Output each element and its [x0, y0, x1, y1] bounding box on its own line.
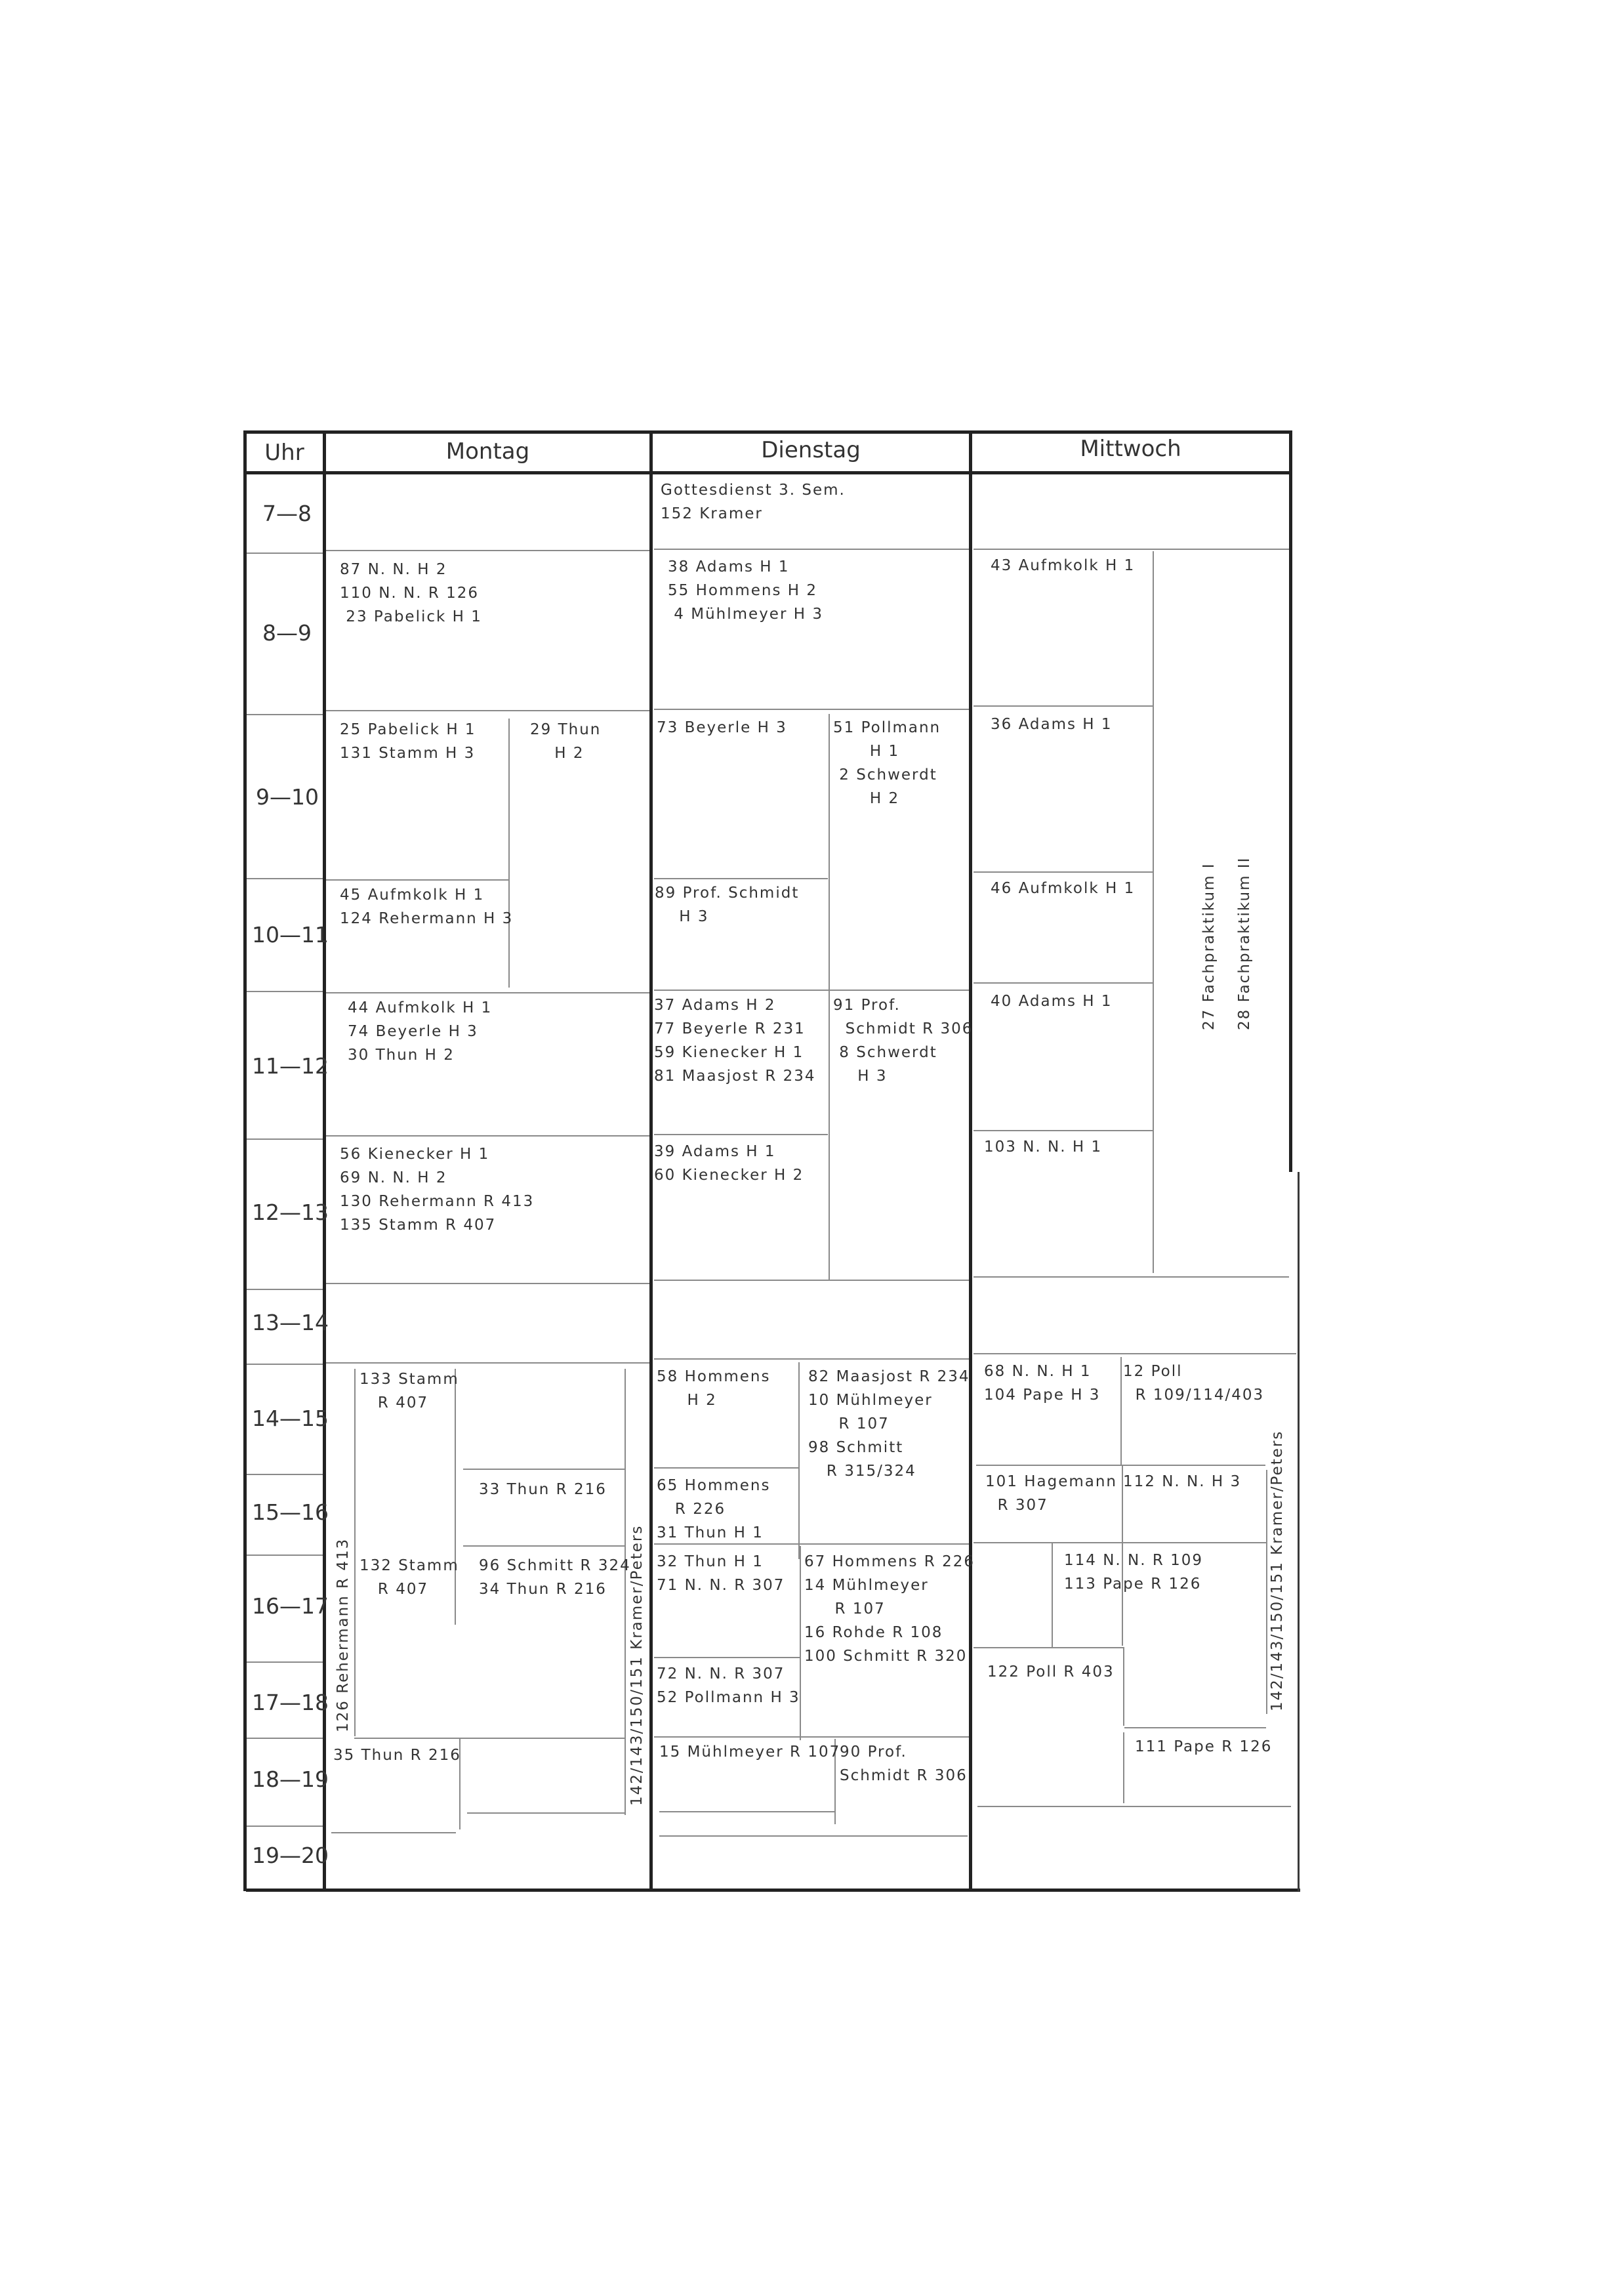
mittwoch-divider — [1266, 1470, 1267, 1714]
time-row-sep — [247, 1138, 323, 1140]
montag-sep — [467, 1812, 625, 1814]
dienstag-muehlmeyer-15: 15 Mühlmeyer R 107 — [659, 1743, 841, 1761]
dienstag-sep — [654, 990, 969, 991]
time-label: 9—10 — [256, 784, 319, 810]
time-label: 14—15 — [252, 1406, 329, 1431]
table-right-border — [1289, 430, 1292, 1172]
dienstag-sep — [654, 1736, 969, 1738]
header-bottom-border — [244, 471, 1292, 474]
montag-sep — [463, 1469, 625, 1470]
mittwoch-poll-12: 12 Poll R 109/114/403 — [1123, 1363, 1265, 1404]
dienstag-sep — [654, 878, 828, 879]
dienstag-11-12-entries: 37 Adams H 2 77 Beyerle R 231 59 Kienecker H 1 81 Maasjost R 234 — [654, 997, 816, 1085]
dienstag-sep — [659, 1835, 968, 1837]
montag-sep — [331, 1832, 456, 1833]
montag-10-11-entries: 45 Aufmkolk H 1 124 Rehermann H 3 — [340, 887, 514, 927]
montag-sep — [326, 879, 510, 881]
dienstag-8-9-entries: 38 Adams H 1 55 Hommens H 2 4 Mühlmeyer H 3 — [668, 558, 823, 623]
dienstag-nn-72: 72 N. N. R 307 52 Pollmann H 3 — [657, 1665, 800, 1706]
montag-thun-33: 33 Thun R 216 — [479, 1481, 607, 1498]
mittwoch-sep — [973, 982, 1153, 984]
mittwoch-kramer-vertical: 142/143/150/151 Kramer/Peters — [1269, 1430, 1286, 1711]
montag-sep — [354, 1738, 625, 1739]
dienstag-hommens-65: 65 Hommens R 226 31 Thun H 1 — [657, 1477, 771, 1541]
time-label: 16—17 — [252, 1593, 329, 1619]
time-row-sep — [247, 553, 323, 554]
montag-kramer-vertical: 142/143/150/151 Kramer/Peters — [628, 1524, 646, 1806]
dienstag-divider — [798, 1362, 800, 1559]
montag-sep — [326, 550, 649, 551]
time-row-sep — [247, 1555, 323, 1556]
table-bottom-border — [246, 1889, 1300, 1892]
mittwoch-poll-122: 122 Poll R 403 — [987, 1663, 1115, 1680]
dienstag-sep — [654, 709, 969, 710]
dienstag-pollmann-51: 51 Pollmann H 1 2 Schwerdt H 2 — [833, 719, 941, 807]
montag-sep — [326, 1362, 649, 1364]
dienstag-sep — [654, 1134, 828, 1135]
table-left-border — [243, 430, 247, 1891]
mittwoch-hagemann-101: 101 Hagemann R 307 — [985, 1473, 1118, 1514]
time-label: 18—19 — [252, 1766, 329, 1792]
time-row-sep — [247, 1289, 323, 1290]
mittwoch-sep — [973, 1647, 1124, 1648]
montag-sep — [463, 1545, 625, 1547]
time-row-sep — [247, 714, 323, 715]
mittwoch-sep — [973, 871, 1153, 873]
mittwoch-fachpraktikum-2: 28 Fachpraktikum II — [1236, 856, 1253, 1030]
montag-dienstag-border — [649, 433, 653, 1891]
dienstag-divider — [800, 1546, 801, 1740]
mittwoch-nn-114: 114 N. N. R 109 113 Pape R 126 — [1064, 1552, 1204, 1593]
header-uhr: Uhr — [264, 440, 304, 466]
mittwoch-divider — [1153, 551, 1154, 1273]
time-label: 12—13 — [252, 1200, 329, 1225]
montag-stamm-132: 132 Stamm R 407 — [359, 1557, 459, 1598]
mittwoch-sep — [973, 1353, 1296, 1354]
mittwoch-sep — [976, 1465, 1265, 1466]
table-right-border-lower — [1298, 1172, 1300, 1891]
time-row-sep — [247, 1364, 323, 1365]
montag-rehermann-vertical: 126 Rehermann R 413 — [335, 1537, 352, 1732]
montag-divider — [354, 1369, 356, 1736]
time-row-sep — [247, 878, 323, 879]
mittwoch-sep — [977, 1806, 1291, 1807]
mittwoch-nn-68: 68 N. N. H 1 104 Pape H 3 — [984, 1363, 1101, 1404]
dienstag-7-8-entries: Gottesdienst 3. Sem. 152 Kramer — [661, 482, 846, 522]
mittwoch-sep — [973, 1542, 1266, 1543]
time-column-border — [323, 433, 326, 1891]
dienstag-beyerle-73: 73 Beyerle H 3 — [657, 719, 787, 736]
montag-8-9-entries: 87 N. N. H 2 110 N. N. R 126 23 Pabelick H 1 — [340, 561, 482, 625]
dienstag-12-13-entries: 39 Adams H 1 60 Kienecker H 2 — [654, 1143, 804, 1184]
mittwoch-aufmkolk-46: 46 Aufmkolk H 1 — [991, 880, 1136, 897]
dienstag-prof-90: 90 Prof. Schmidt R 306 — [840, 1743, 968, 1784]
mittwoch-sep — [973, 1276, 1289, 1278]
montag-divider — [508, 719, 510, 988]
time-row-sep — [247, 1738, 323, 1739]
dienstag-hommens-67: 67 Hommens R 226 14 Mühlmeyer R 107 16 Rohde R 108 100 Schmitt R 320 — [804, 1553, 975, 1665]
time-label: 10—11 — [252, 922, 329, 948]
montag-9-10-entries: 25 Pabelick H 1 131 Stamm H 3 — [340, 721, 476, 762]
dienstag-sep — [654, 1358, 969, 1360]
header-dienstag: Dienstag — [761, 437, 861, 463]
dienstag-divider — [829, 714, 830, 1280]
time-row-sep — [247, 991, 323, 992]
montag-sep — [326, 1135, 649, 1137]
dienstag-thun-32: 32 Thun H 1 71 N. N. R 307 — [657, 1553, 785, 1594]
dienstag-mittwoch-border — [969, 433, 972, 1891]
montag-thun-29: 29 Thun H 2 — [530, 721, 602, 762]
time-label: 8—9 — [262, 620, 312, 646]
dienstag-sep — [654, 549, 969, 550]
montag-sep — [326, 1283, 649, 1284]
time-label: 17—18 — [252, 1690, 329, 1715]
dienstag-schmidt-89: 89 Prof. Schmidt H 3 — [655, 885, 800, 925]
time-label: 11—12 — [252, 1053, 329, 1079]
header-montag: Montag — [445, 438, 530, 465]
time-label: 13—14 — [252, 1310, 329, 1335]
mittwoch-nn-112: 112 N. N. H 3 — [1123, 1473, 1242, 1490]
mittwoch-aufmkolk-43: 43 Aufmkolk H 1 — [991, 557, 1136, 574]
dienstag-sep — [659, 1811, 834, 1812]
mittwoch-sep — [973, 1130, 1153, 1131]
time-row-sep — [247, 1826, 323, 1827]
mittwoch-divider — [1123, 1647, 1124, 1726]
montag-thun-35: 35 Thun R 216 — [333, 1747, 461, 1764]
montag-sep — [326, 992, 649, 993]
montag-12-13-entries: 56 Kienecker H 1 69 N. N. H 2 130 Rehermann R 413 135 Stamm R 407 — [340, 1146, 535, 1234]
mittwoch-sep — [973, 705, 1153, 707]
mittwoch-adams-40: 40 Adams H 1 — [991, 993, 1113, 1010]
montag-11-12-entries: 44 Aufmkolk H 1 74 Beyerle H 3 30 Thun H 2 — [348, 999, 493, 1064]
montag-stamm-133: 133 Stamm R 407 — [359, 1371, 459, 1411]
mittwoch-sep — [1124, 1727, 1266, 1728]
mittwoch-divider — [1120, 1357, 1122, 1465]
mittwoch-divider — [1052, 1542, 1053, 1647]
dienstag-hommens-58: 58 Hommens H 2 — [657, 1368, 771, 1409]
mittwoch-sep — [973, 549, 1289, 550]
time-label: 19—20 — [252, 1843, 329, 1868]
time-row-sep — [247, 1661, 323, 1663]
dienstag-maasjost-82: 82 Maasjost R 234 10 Mühlmeyer R 107 98 Schmitt R 315/324 — [808, 1368, 970, 1480]
dienstag-sep — [654, 1467, 798, 1469]
mittwoch-adams-36: 36 Adams H 1 — [991, 716, 1113, 733]
header-mittwoch: Mittwoch — [1080, 436, 1181, 462]
mittwoch-fachpraktikum-1: 27 Fachpraktikum I — [1200, 862, 1218, 1030]
mittwoch-nn-103: 103 N. N. H 1 — [984, 1138, 1103, 1156]
dienstag-sep — [654, 1280, 969, 1281]
montag-schmitt-96: 96 Schmitt R 324 34 Thun R 216 — [479, 1557, 631, 1598]
mittwoch-divider — [1123, 1732, 1124, 1803]
dienstag-prof-91: 91 Prof. Schmidt R 306 8 Schwerdt H 3 — [833, 997, 973, 1085]
dienstag-sep — [654, 1657, 800, 1658]
time-label: 15—16 — [252, 1499, 329, 1525]
montag-sep — [326, 710, 649, 711]
time-label: 7—8 — [262, 501, 312, 526]
table-top-border — [244, 430, 1292, 434]
time-row-sep — [247, 1474, 323, 1475]
mittwoch-pape-111: 111 Pape R 126 — [1135, 1738, 1273, 1755]
